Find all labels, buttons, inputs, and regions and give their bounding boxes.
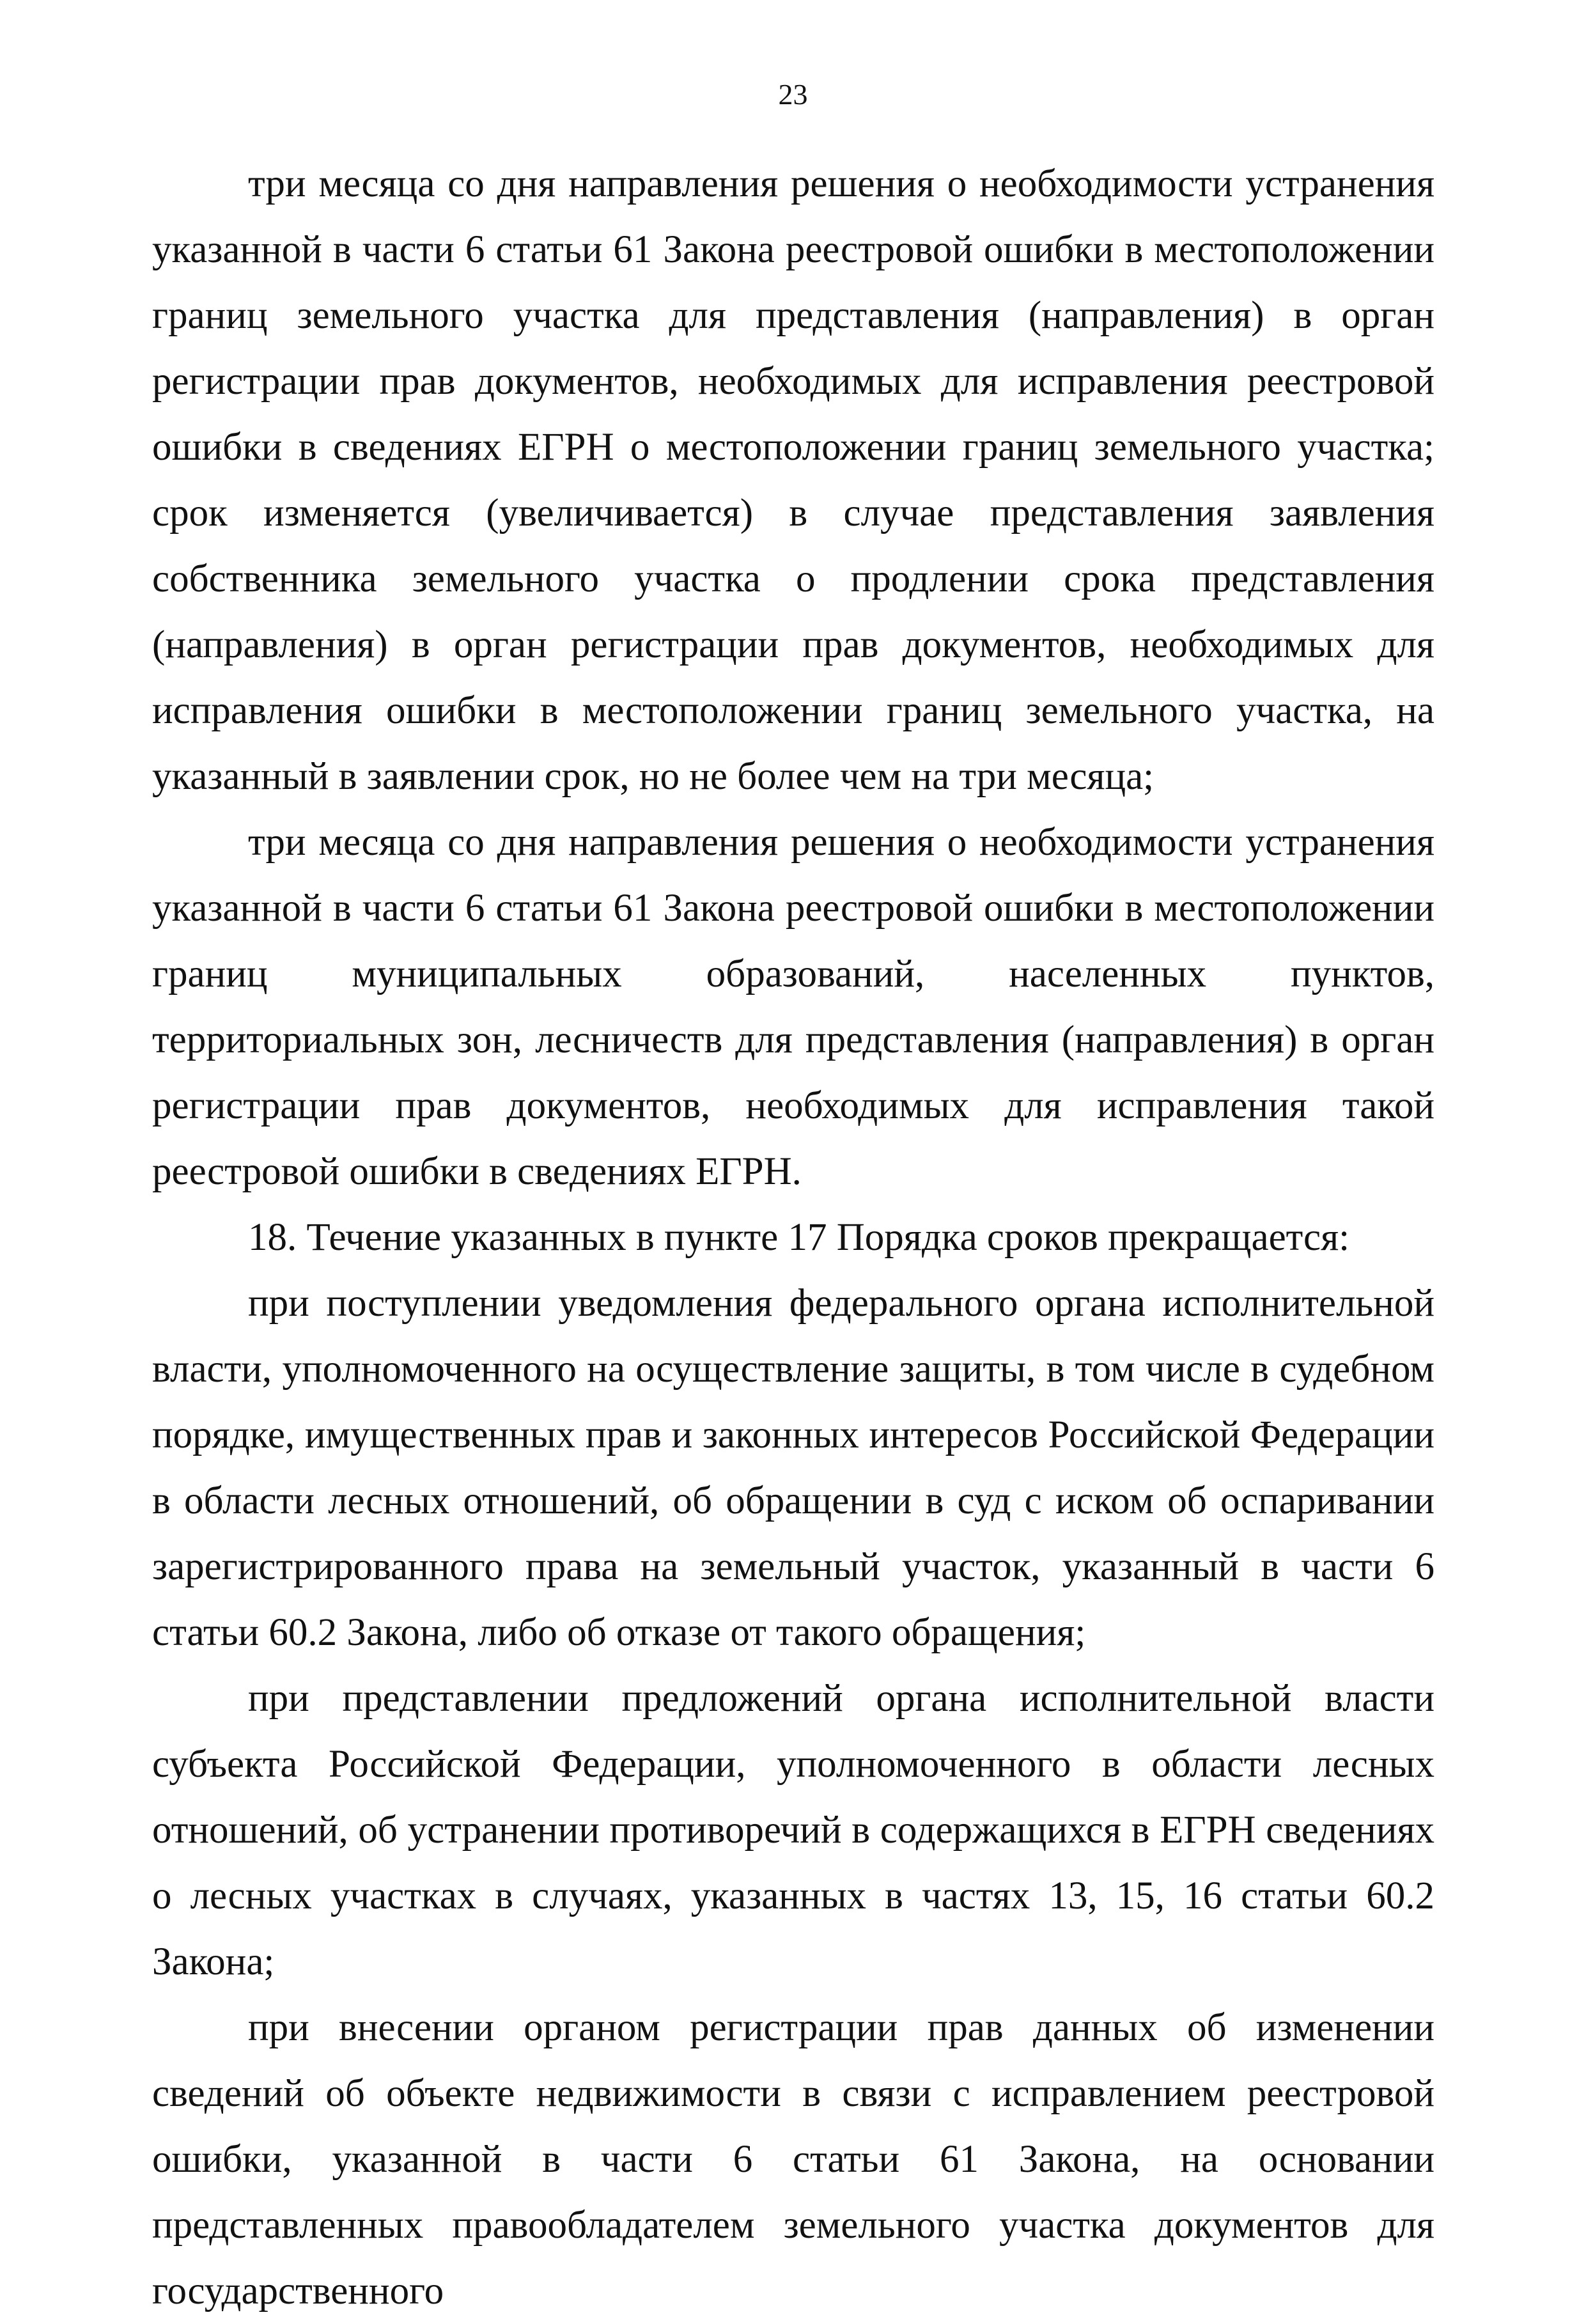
document-body <box>152 151 1434 2324</box>
paragraph-regional-proposals: при представлении предложений органа исполнительной власти субъекта Российской Федерации, уполномоченного в области лесных отношений, об устранении противоречий в содержащихся в ЕГРН сведениях о лесных участках в случаях, указанных в частях 13, 15, 16 статьи 60.2 Закона; <box>152 1677 1434 1983</box>
paragraph-federal-notice: при поступлении уведомления федерального органа исполнительной власти, уполномоченного на осуществление защиты, в том числе в судебном порядке, имущественных прав и законных интересов Российской Федерации в области лесных отношений, об обращении в суд с иском об оспаривании зарегистрированного права на земельный участок, указанный в части 6 статьи 60.2 Закона, либо об отказе от такого обращения; <box>152 1282 1434 1654</box>
page-number: 23 <box>778 78 808 111</box>
paragraph-deadline-municipal-boundaries: три месяца со дня направления решения о необходимости устранения указанной в части 6 статьи 61 Закона реестровой ошибки в местоположении границ муниципальных образований, населенных пунктов, территориальных зон, лесничеств для представления (направления) в орган регистрации прав документов, необходимых для исправления такой реестровой ошибки в сведениях ЕГРН. <box>152 821 1434 1193</box>
paragraph-deadline-land-plot-boundaries: три месяца со дня направления решения о необходимости устранения указанной в части 6 статьи 61 Закона реестровой ошибки в местоположении границ земельного участка для представления (направления) в орган регистрации прав документов, необходимых для исправления реестровой ошибки в сведениях ЕГРН о местоположении границ земельного участка; срок изменяется (увеличивается) в случае представления заявления собственника земельного участка о продлении срока представления (направления) в орган регистрации прав документов, необходимых для исправления ошибки в местоположении границ земельного участка, на указанный в заявлении срок, но не более чем на три месяца; <box>152 162 1434 798</box>
paragraph-item-18-heading: 18. Течение указанных в пункте 17 Порядка сроков прекращается: <box>248 1216 1350 1259</box>
paragraph-registry-changes: при внесении органом регистрации прав данных об изменении сведений об объекте недвижимости в связи с исправлением реестровой ошибки, указанной в части 6 статьи 61 Закона, на основании представленных правообладателем земельного участка документов для государственного <box>152 2006 1434 2312</box>
